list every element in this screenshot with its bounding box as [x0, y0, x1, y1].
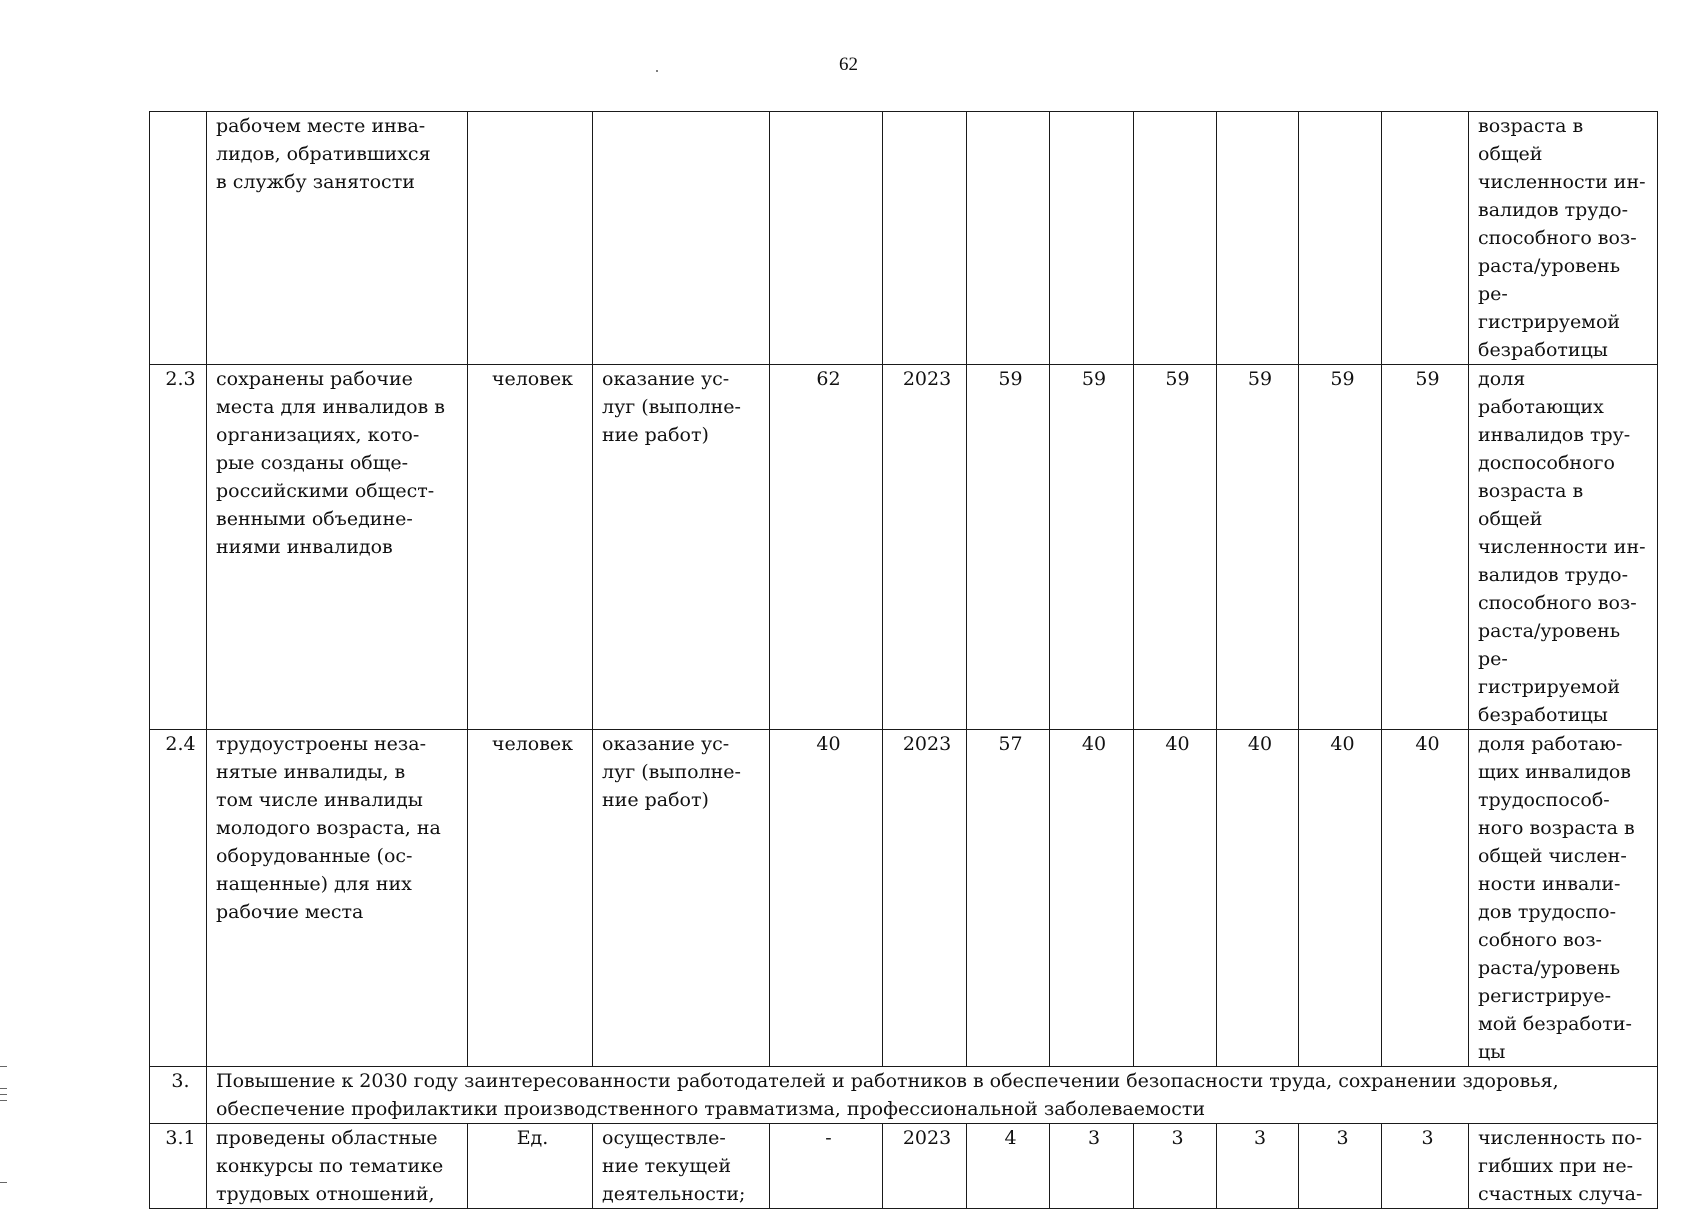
value-cell: 3	[1299, 1124, 1382, 1209]
section-index: 3.	[150, 1067, 207, 1124]
unit-cell: Ед.	[468, 1124, 593, 1209]
value-cell: 3	[1217, 1124, 1299, 1209]
value-cell: 59	[1050, 365, 1134, 730]
value-cell: 40	[1217, 730, 1299, 1067]
unit-cell: человек	[468, 730, 593, 1067]
value-cell	[967, 112, 1050, 365]
value-cell	[1050, 112, 1134, 365]
value-cell: 59	[967, 365, 1050, 730]
section-row	[150, 1067, 1658, 1124]
value-cell: 57	[967, 730, 1050, 1067]
value-cell: 40	[1134, 730, 1217, 1067]
margin-mark	[0, 1100, 7, 1101]
value-cell: 59	[1134, 365, 1217, 730]
margin-mark	[0, 1066, 7, 1067]
base-value: -	[770, 1124, 883, 1209]
table-row	[150, 112, 1658, 365]
value-cell: 3	[1382, 1124, 1469, 1209]
table-row	[150, 365, 1658, 730]
scan-speck	[656, 70, 658, 72]
value-cell: 40	[1299, 730, 1382, 1067]
base-value: 40	[770, 730, 883, 1067]
page-number: 62	[839, 54, 858, 75]
margin-mark	[0, 1182, 7, 1183]
value-cell: 3	[1050, 1124, 1134, 1209]
measures-table	[149, 111, 1658, 1209]
value-cell: 40	[1050, 730, 1134, 1067]
value-cell	[1217, 112, 1299, 365]
table-row	[150, 730, 1658, 1067]
indicator-cell: доля работающих инвалидов тру- доспособного возраста в общей численности ин- валидов трудо- способного воз- раста/уровень ре- гистрируемой безработицы	[1469, 365, 1658, 730]
indicator-cell: возраста в общей численности ин- валидов трудо- способного воз- раста/уровень ре- гистрируемой безработицы	[1469, 112, 1658, 365]
base-year	[883, 112, 967, 365]
unit-cell	[468, 112, 593, 365]
unit-cell: человек	[468, 365, 593, 730]
row-index: 3.1	[150, 1124, 207, 1209]
section-title: Повышение к 2030 году заинтересованности работодателей и работников в обеспечении безопасности труда, сохранении здоровья, обеспечение профилактики производственного травматизма, профессиональной заболеваемости	[207, 1067, 1658, 1124]
margin-mark	[0, 1094, 7, 1095]
value-cell: 59	[1299, 365, 1382, 730]
measure-name: проведены областные конкурсы по тематике трудовых отношений,	[207, 1124, 468, 1209]
measure-type: оказание ус- луг (выполне- ние работ)	[593, 365, 770, 730]
measure-type: осуществле- ние текущей деятельности;	[593, 1124, 770, 1209]
row-index: 2.3	[150, 365, 207, 730]
base-year: 2023	[883, 730, 967, 1067]
value-cell: 59	[1217, 365, 1299, 730]
value-cell	[1134, 112, 1217, 365]
value-cell: 59	[1382, 365, 1469, 730]
measure-type: оказание ус- луг (выполне- ние работ)	[593, 730, 770, 1067]
base-year: 2023	[883, 365, 967, 730]
base-value	[770, 112, 883, 365]
value-cell: 40	[1382, 730, 1469, 1067]
row-index: 2.4	[150, 730, 207, 1067]
base-year: 2023	[883, 1124, 967, 1209]
row-index	[150, 112, 207, 365]
indicator-cell: доля работаю- щих инвалидов трудоспособ- ного возраста в общей числен- ности инвали- дов трудоспо- собного воз- раста/уровень регистрируе- мой безработи- цы	[1469, 730, 1658, 1067]
measure-name: рабочем месте инва- лидов, обратившихся в службу занятости	[207, 112, 468, 365]
table-row	[150, 1124, 1658, 1209]
value-cell	[1299, 112, 1382, 365]
measure-name: сохранены рабочие места для инвалидов в организациях, кото- рые созданы обще- российскими общест- венными объедине- ниями инвалидов	[207, 365, 468, 730]
value-cell: 4	[967, 1124, 1050, 1209]
measure-name: трудоустроены неза- нятые инвалиды, в том числе инвалиды молодого возраста, на оборудованные (ос- нащенные) для них рабочие места	[207, 730, 468, 1067]
base-value: 62	[770, 365, 883, 730]
indicator-cell: численность по- гибших при не- счастных случа-	[1469, 1124, 1658, 1209]
margin-mark	[0, 1088, 7, 1089]
value-cell	[1382, 112, 1469, 365]
value-cell: 3	[1134, 1124, 1217, 1209]
measure-type	[593, 112, 770, 365]
